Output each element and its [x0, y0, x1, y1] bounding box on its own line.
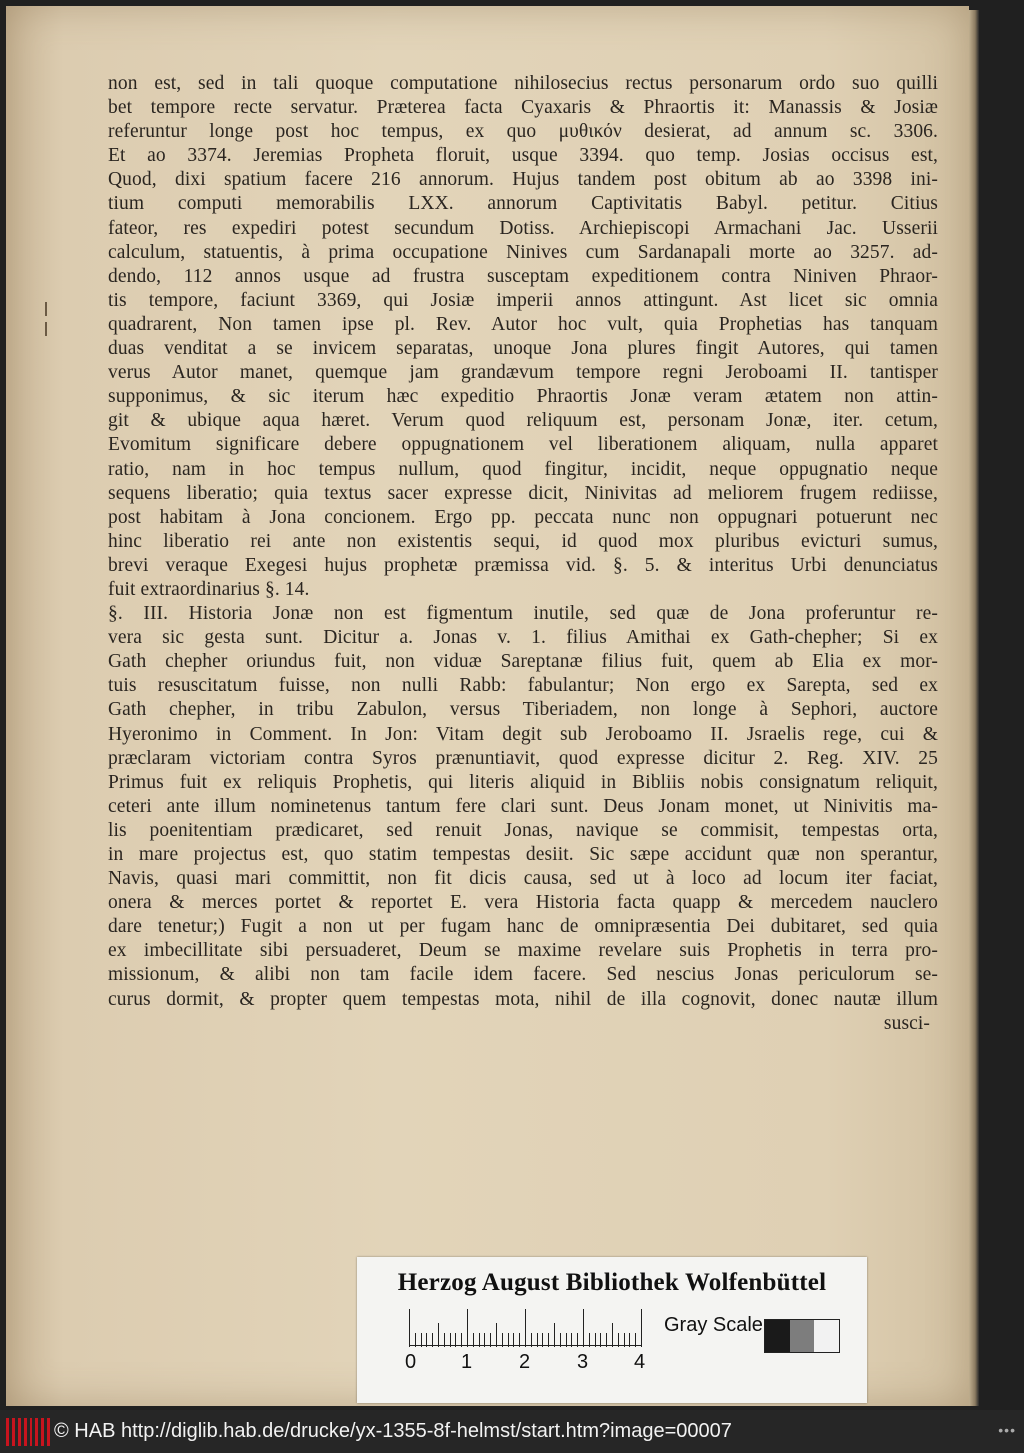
text-line: Evomitum significare debere oppugnationem vel liberationem aliquam, nulla apparet	[108, 434, 938, 456]
text-line: hinc liberatio rei ante non existentis sequi, id quod mox pluribus evicturi sumus,	[108, 530, 938, 552]
ruler-tick	[473, 1333, 474, 1347]
ruler-tick	[566, 1333, 567, 1347]
ruler-tick	[542, 1333, 543, 1347]
text-line: referuntur longe post hoc tempus, ex quo μυθικόν desierat, ad annum sc. 3306.	[108, 121, 938, 143]
text-line: supponimus, & sic iterum hæc expeditio Phraortis Jonæ veram ætatem non attin-	[108, 386, 938, 408]
ruler-tick	[531, 1333, 532, 1347]
text-line: brevi veraque Exegesi hujus prophetæ præmissa vid. §. 5. & interitus Urbi denunciatus	[108, 554, 938, 576]
ruler-tick	[583, 1309, 584, 1347]
text-line: dare tenetur;) Fugit a non ut per fugam hanc de omnipræsentia Dei dubitaret, sed quia	[108, 916, 938, 938]
margin-marks	[42, 296, 50, 356]
page-text	[108, 72, 938, 1036]
text-line: fuit extraordinarius §. 14.	[108, 578, 310, 600]
ruler-tick	[490, 1333, 491, 1347]
ruler-tick	[461, 1333, 462, 1347]
ruler-number-3: 3	[577, 1351, 589, 1373]
ruler-tick	[629, 1333, 630, 1347]
text-line: quadrarent, Non tamen ipse pl. Rev. Autor hoc vult, quia Prophetias has tanquam	[108, 313, 938, 335]
ruler-tick	[618, 1333, 619, 1347]
ruler-tick	[432, 1333, 433, 1347]
text-line: præclaram victoriam contra Syros prænuntiavit, quod expresse dicitur 2. Reg. XIV. 25	[108, 747, 938, 769]
text-line: Quod, dixi spatium facere 216 annorum. Hujus tandem post obitum ab ao 3398 ini-	[108, 169, 938, 191]
text-line: git & ubique aqua hæret. Verum quod reliquum est, personam Jonæ, iter. cetum,	[108, 410, 938, 432]
page-edge	[969, 10, 979, 1406]
ruler-tick	[450, 1333, 451, 1347]
grayscale-swatch	[765, 1320, 790, 1352]
text-line: Gath chepher oriundus fuit, non viduæ Sareptanæ filius fuit, quem ab Elia ex mor-	[108, 651, 938, 673]
ruler-number-2: 2	[519, 1351, 531, 1373]
ruler-number-4: 4	[634, 1351, 646, 1373]
library-label-card	[357, 1257, 867, 1403]
text-line: in mare projectus est, quo statim tempestas desiit. Sic sæpe accidunt quæ non sperantur,	[108, 844, 938, 865]
ruler-tick	[554, 1323, 555, 1347]
ruler-tick	[612, 1323, 613, 1347]
ruler-tick	[421, 1333, 422, 1347]
ruler-tick	[519, 1333, 520, 1347]
scale-ruler	[409, 1307, 659, 1347]
text-line: ceteri ante illum nominetenus tantum fere clari sunt. Deus Jonam monet, ut Ninivitis ma-	[108, 795, 938, 817]
text-line: duas venditat a se invicem separatas, unoque Jona plures fingit Autores, qui tamen	[108, 338, 938, 360]
text-line: tis tempore, faciunt 3369, qui Josiæ imperii annos attingunt. Ast licet sic omnia	[108, 289, 938, 311]
text-line: ratio, nam in hoc tempus nullum, quod fingitur, incidit, neque oppugnatio neque	[108, 458, 938, 480]
ruler-tick	[595, 1333, 596, 1347]
text-line: onera & merces portet & reportet E. vera Historia facta quapp & mercedem nauclero	[108, 892, 938, 914]
hab-logo-icon	[6, 1418, 50, 1446]
ruler-tick	[455, 1333, 456, 1347]
ruler-tick	[600, 1333, 601, 1347]
text-line: vera sic gesta sunt. Dicitur a. Jonas v. 1. filius Amithai ex Gath-chepher; Si ex	[108, 627, 938, 649]
source-url-text[interactable]: © HAB http://diglib.hab.de/drucke/yx-1355-8f-helmst/start.htm?image=00007	[54, 1420, 732, 1442]
ruler-tick	[438, 1323, 439, 1347]
catchword: susci-	[883, 1012, 930, 1034]
ruler-tick	[525, 1309, 526, 1347]
text-line: Navis, quasi mari committit, non fit dicis causa, sed ut à loco ad locum iter faciat,	[108, 868, 938, 890]
text-line: non est, sed in tali quoque computatione nihilosecius rectus personarum ordo suo quilli	[108, 73, 938, 94]
text-line: calculum, statuentis, à prima occupatione Ninives cum Sardanapali morte ao 3257. ad-	[108, 241, 938, 263]
ruler-tick	[444, 1333, 445, 1347]
text-line: Gath chepher, in tribu Zabulon, versus Tiberiadem, non longe à Sephori, auctore	[108, 699, 938, 721]
text-line: fateor, res expediri potest secundum Dotiss. Archiepiscopi Armachani Jac. Usserii	[108, 217, 938, 239]
text-line: §. III. Historia Jonæ non est figmentum inutile, sed quæ de Jona proferuntur re-	[108, 603, 938, 625]
text-line: bet tempore recte servatur. Præterea facta Cyaxaris & Phraortis it: Manassis & Josiæ	[108, 97, 938, 119]
ruler-tick	[537, 1333, 538, 1347]
text-line: Hyeronimo in Comment. In Jon: Vitam degit sub Jeroboamo II. Jsraelis rege, cui &	[108, 723, 938, 745]
text-line: ex imbecillitate sibi persuaderet, Deum se maxime revelare suis Prophetis in terra pro-	[108, 940, 938, 962]
text-line: tuis resuscitatum fuisse, non nulli Rabb: fabulantur; Non ergo ex Sarepta, sed ex	[108, 675, 938, 697]
text-line: lis poenitentiam prædicaret, sed renuit Jonas, navique se commisit, tempestas orta,	[108, 819, 938, 841]
ruler-tick	[560, 1333, 561, 1347]
ruler-tick	[606, 1333, 607, 1347]
ruler-tick	[467, 1309, 468, 1347]
grayscale-label: Gray Scale	[664, 1314, 763, 1336]
ruler-tick	[641, 1309, 642, 1347]
ruler-tick	[571, 1333, 572, 1347]
ruler-tick	[513, 1333, 514, 1347]
text-line: Et ao 3374. Jeremias Propheta floruit, usque 3394. quo temp. Josias occisus est,	[108, 145, 938, 167]
text-line: verus Autor manet, quemque jam grandævum tempore regni Jeroboami II. tantisper	[108, 362, 938, 384]
text-line: Primus fuit ex reliquis Prophetis, qui literis aliquid in Bibliis nobis consignatum reliquit,	[108, 771, 938, 793]
grayscale-swatches	[764, 1319, 840, 1353]
grayscale-swatch	[790, 1320, 815, 1352]
ruler-tick	[496, 1323, 497, 1347]
library-name: Herzog August Bibliothek Wolfenbüttel	[397, 1269, 827, 1296]
ruler-tick	[577, 1333, 578, 1347]
text-line: tium computi memorabilis LXX. annorum Captivitatis Babyl. petitur. Citius	[108, 193, 938, 215]
ruler-tick	[635, 1333, 636, 1347]
text-line: sequens liberatio; quia textus sacer expresse dicit, Ninivitas ad meliorem frugem rediisse,	[108, 482, 938, 504]
text-line: missionum, & alibi non tam facile idem facere. Sed nescius Jonas periculorum se-	[108, 964, 938, 986]
ruler-tick	[415, 1333, 416, 1347]
ruler-number-0: 0	[405, 1351, 417, 1373]
grayscale-swatch	[814, 1320, 839, 1352]
ruler-tick	[508, 1333, 509, 1347]
ruler-tick	[484, 1333, 485, 1347]
ruler-tick	[426, 1333, 427, 1347]
ruler-tick	[502, 1333, 503, 1347]
status-bar	[0, 1410, 1024, 1453]
ruler-tick	[589, 1333, 590, 1347]
text-line: post habitam à Jona concionem. Ergo pp. peccata nunc non oppugnari potuerunt nec	[108, 506, 938, 528]
text-line: dendo, 112 annos usque ad frustra susceptam expeditionem contra Niniven Phraor-	[108, 265, 938, 287]
text-line: curus dormit, & propter quem tempestas mota, nihil de illa cognovit, donec nautæ illum	[108, 988, 938, 1010]
ruler-tick	[409, 1309, 410, 1347]
more-dots-icon[interactable]: •••	[998, 1422, 1016, 1438]
ruler-number-1: 1	[461, 1351, 473, 1373]
ruler-tick	[548, 1333, 549, 1347]
ruler-tick	[624, 1333, 625, 1347]
ruler-tick	[479, 1333, 480, 1347]
